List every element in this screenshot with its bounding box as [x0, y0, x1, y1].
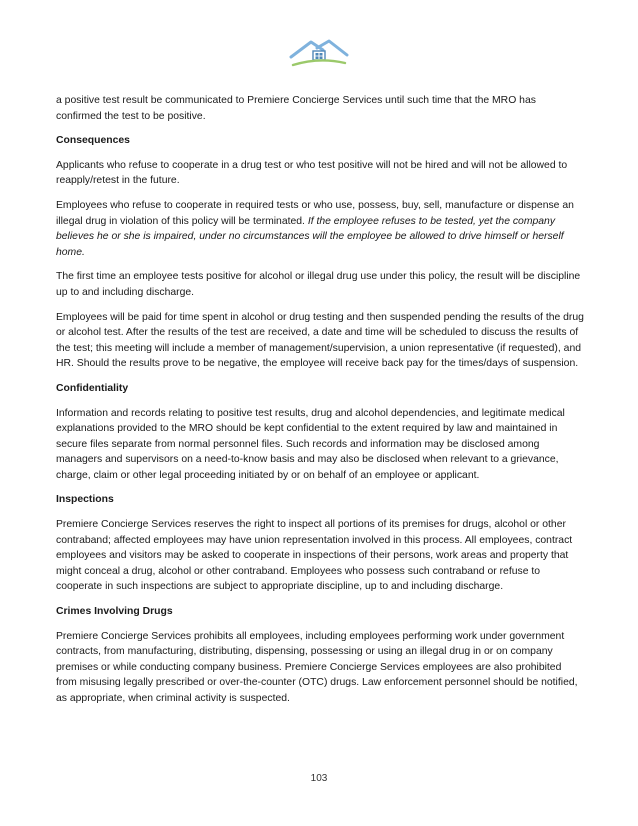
heading-crimes-involving-drugs: Crimes Involving Drugs [56, 606, 173, 618]
heading-inspections: Inspections [56, 494, 114, 506]
heading-consequences: Consequences [56, 135, 130, 147]
paragraph-consequences-paid: Employees will be paid for time spent in alcohol or drug testing and then suspended pending the results of the drug or alcohol test. After the results of the test are received, a date and time will be scheduled to discuss the results of the test; this meeting will include a member of management/supervision, a union representative (if requested), and HR. Should the results prove to be negative, the employee will receive back pay for the times/days of suspension. [56, 311, 584, 370]
heading-confidentiality: Confidentiality [56, 382, 129, 394]
paragraph-consequences-applicants: Applicants who refuse to cooperate in a drug test or who test positive will not be hired and will not be allowed to reapply/retest in the future. [56, 159, 568, 187]
paragraph-intro: a positive test result be communicated to Premiere Concierge Services until such time that the MRO has confirmed the test to be positive. [56, 95, 536, 122]
page-number: 103 [310, 773, 328, 784]
paragraph-inspections: Premiere Concierge Services reserves the right to inspect all portions of its premises for drugs, alcohol or other contraband; affected employees may have union representation involved in this process. All employees, contract employees and visitors may be asked to cooperate in inspections of their persons, work areas and property that might conceal a drug, alcohol or other contraband. Employees who possess such contraband or refuse to cooperate in such inspections are subject to appropriate discipline, up to and including discharge. [56, 519, 573, 593]
document-body [56, 93, 584, 716]
paragraph-crimes: Premiere Concierge Services prohibits all employees, including employees performing work under government contracts, from manufacturing, distributing, dispensing, possessing or using an illegal drug in or on company premises or while conducting company business. Premiere Concierge Services employees are also prohibited from misusing legally prescribed or over-the-counter (OTC) drugs. Law enforcement personnel should be notified, as appropriate, when criminal activity is suspected. [56, 630, 578, 704]
paragraph-consequences-employees [56, 198, 584, 260]
paragraph-consequences-employees-text: Employees who refuse to cooperate in required tests or who use, possess, buy, sell, manufacture or dispense an illegal drug in violation of this policy will be terminated. [56, 199, 574, 227]
house-roof-logo-icon [287, 36, 351, 70]
paragraph-consequences-first-time: The first time an employee tests positive for alcohol or illegal drug use under this policy, the result will be discipline up to and including discharge. [56, 271, 581, 298]
paragraph-consequences-employees-italic: If the employee refuses to be tested, yet the company believes he or she is impaired, under no circumstances will the employee be allowed to drive himself or herself home. [56, 215, 564, 258]
paragraph-confidentiality: Information and records relating to positive test results, drug and alcohol dependencies, and legitimate medical explanations provided to the MRO should be kept confidential to the extent required by law and maintained in secure files separate from normal personnel files. Such records and information may be disclosed among managers and supervisors on a need-to-know basis and may also be disclosed when relevant to a grievance, charge, claim or other legal proceeding initiated by or on behalf of an employee or applicant. [56, 407, 565, 481]
